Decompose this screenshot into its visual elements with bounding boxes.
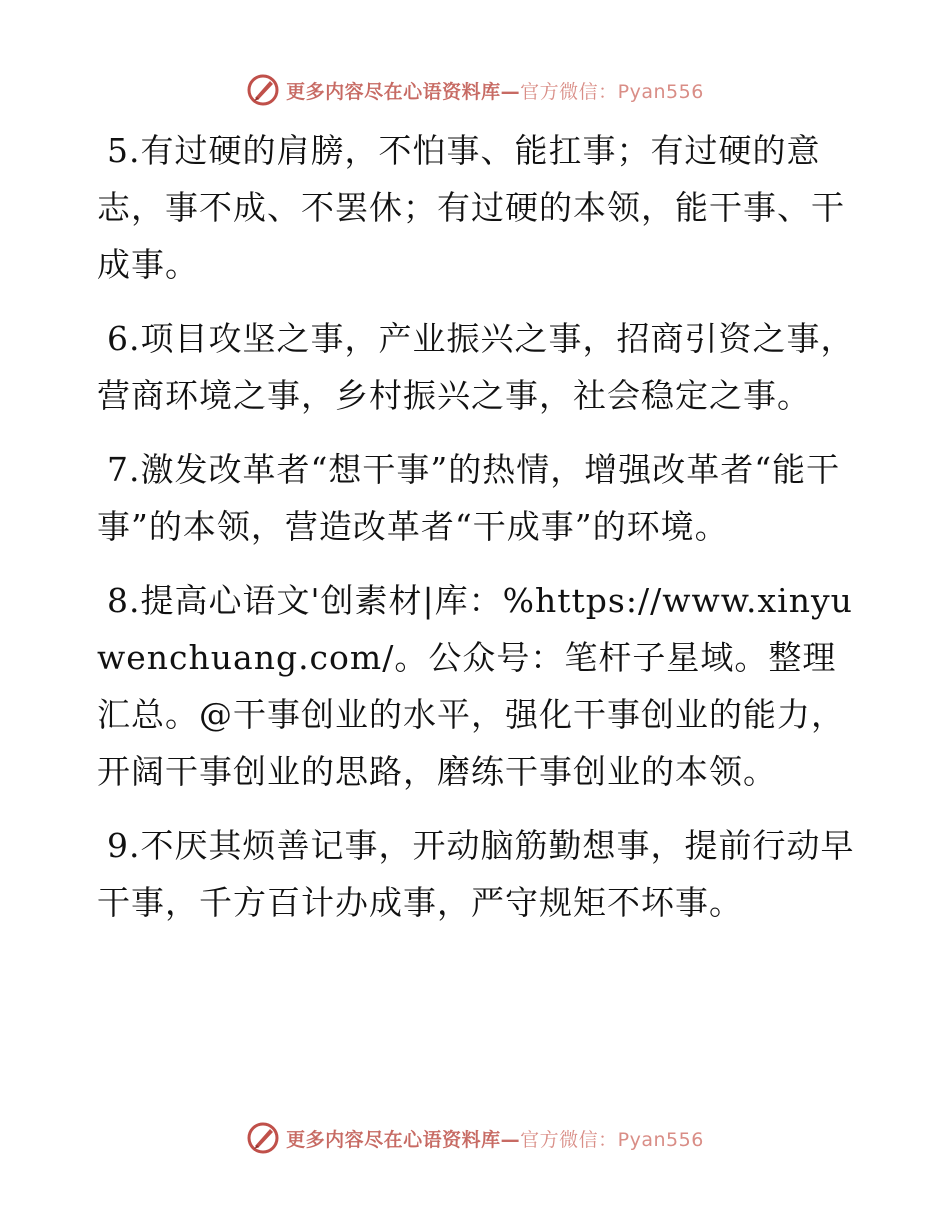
- list-item: 5.有过硬的肩膀，不怕事、能扛事；有过硬的意志，事不成、不罢休；有过硬的本领，能干事、干成事。: [97, 131, 845, 284]
- watermark-text: [286, 77, 704, 104]
- list-item: 7.激发改革者“想干事”的热情，增强改革者“能干事”的本领，营造改革者“干成事”的环境。: [97, 450, 841, 546]
- quill-pen-seal-icon: [246, 73, 280, 107]
- list-item: 8.提高心语文'创素材|库：%https://www.xinyuwenchuang.com/。公众号：笔杆子星域。整理汇总。@干事创业的水平，强化干事创业的能力，开阔干事创业的思路，磨练干事创业的本领。: [97, 581, 853, 791]
- watermark-wechat-text: 官方微信：Pyan556: [520, 1128, 704, 1151]
- quill-pen-seal-icon: [246, 1121, 280, 1155]
- header-watermark: [0, 72, 950, 108]
- watermark-site-text: 更多内容尽在心语资料库—: [286, 1128, 521, 1151]
- list-item: 6.项目攻坚之事，产业振兴之事，招商引资之事，营商环境之事，乡村振兴之事，社会稳定之事。: [97, 319, 855, 415]
- watermark-wechat-text: 官方微信：Pyan556: [520, 80, 704, 103]
- watermark-site-text: 更多内容尽在心语资料库—: [286, 80, 521, 103]
- list-item: 9.不厌其烦善记事，开动脑筋勤想事，提前行动早干事，千方百计办成事，严守规矩不坏事。: [97, 826, 855, 922]
- watermark-text: [286, 1125, 704, 1152]
- footer-watermark: [0, 1120, 950, 1156]
- document-body: [97, 122, 857, 948]
